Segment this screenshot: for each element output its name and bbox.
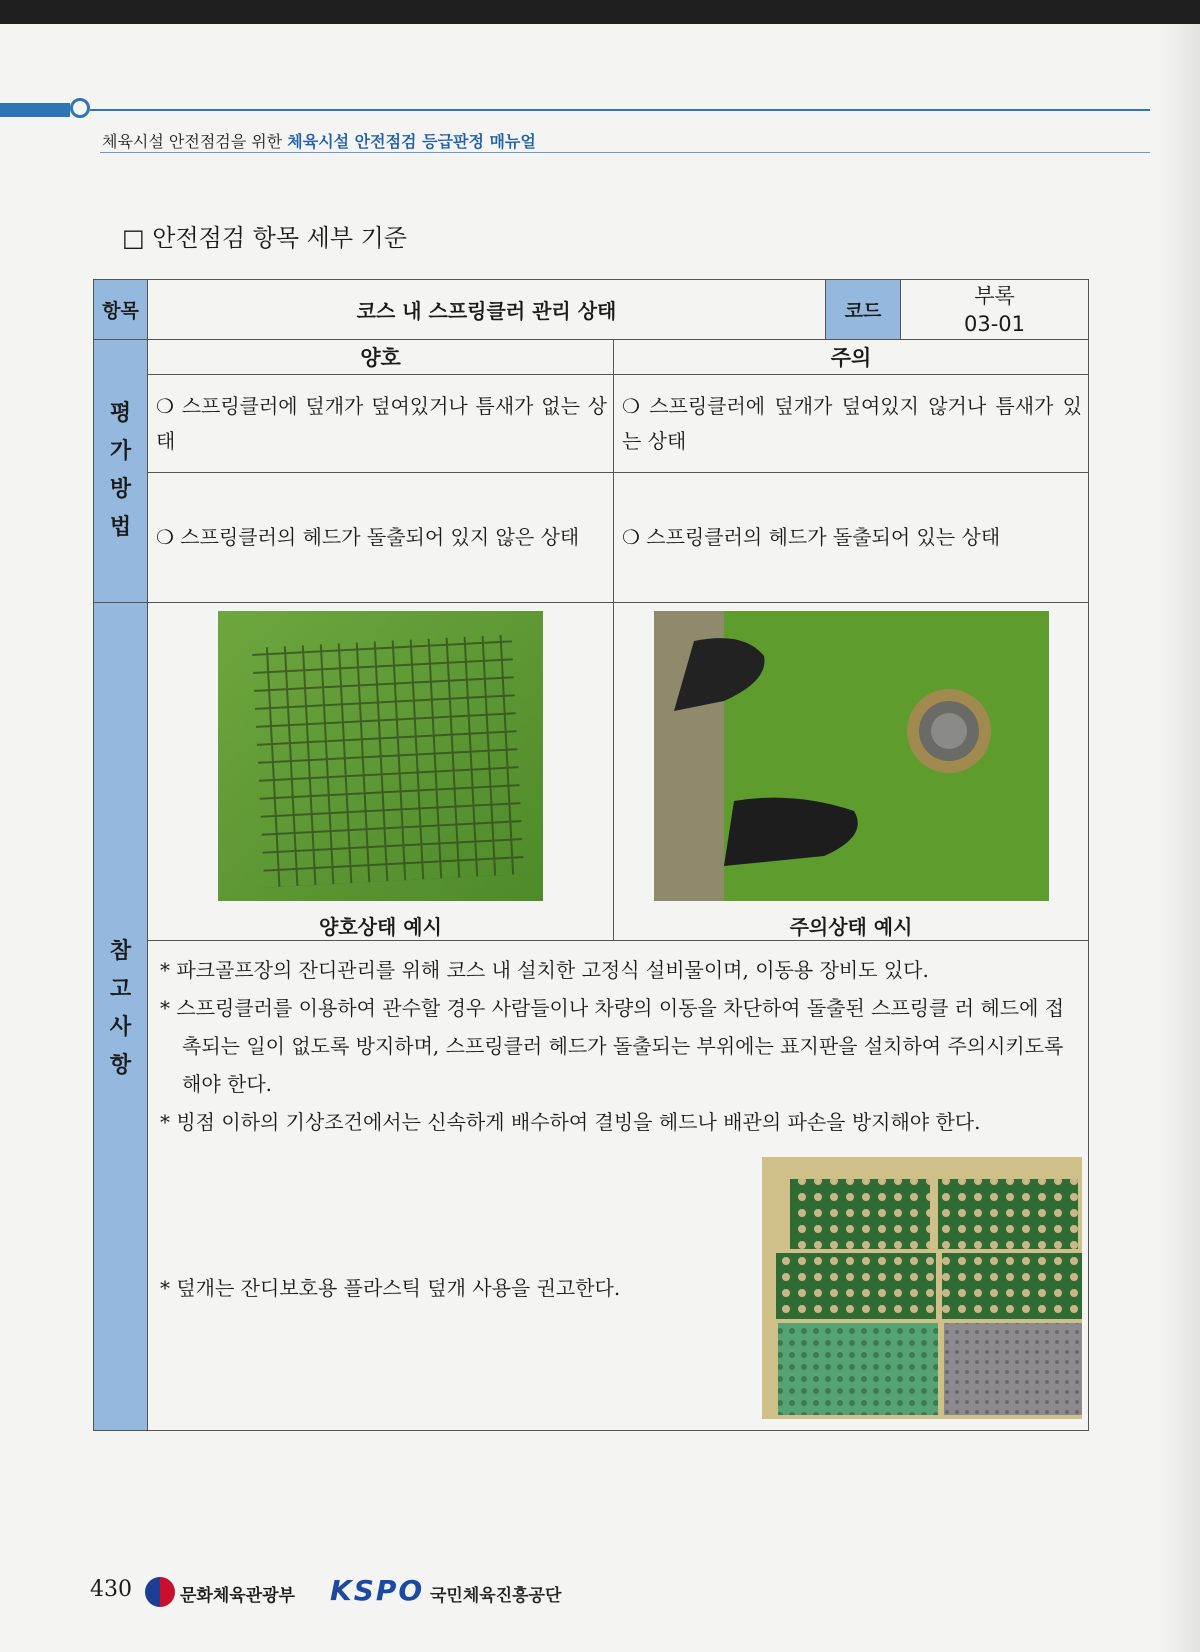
- caption-good: 양호상태 예시: [319, 915, 442, 939]
- item-title: 코스 내 스프링클러 관리 상태: [148, 280, 826, 340]
- caution-example-cell: [614, 603, 1089, 941]
- eval-method-label: 평 가 방 법: [94, 340, 148, 603]
- kspo-logo: KSPO: [330, 1574, 425, 1607]
- note-3: * 빙점 이하의 기상조건에서는 신속하게 배수하여 결빙을 헤드나 배관의 파손을 방지해야 한다.: [160, 1110, 981, 1134]
- reference-label: 참 고 사 항: [109, 939, 132, 1078]
- header-rule: [90, 109, 1150, 111]
- code-value: [901, 280, 1089, 340]
- caption-caution: 주의상태 예시: [789, 915, 913, 939]
- reference-notes: [154, 951, 1082, 1419]
- taegeuk-emblem-icon: [145, 1577, 175, 1607]
- header-accent-bar: [0, 103, 70, 117]
- note-4: * 덮개는 잔디보호용 플라스틱 덮개 사용을 권고한다.: [160, 1276, 621, 1300]
- good-example-cell: [148, 603, 614, 941]
- ministry-name: 문화체육관광부: [180, 1586, 295, 1606]
- running-header: [102, 129, 536, 152]
- col-header-caution: 주의: [614, 340, 1089, 375]
- plastic-cover-samples-photo: [762, 1157, 1082, 1419]
- note-2: * 스프링클러를 이용하여 관수할 경우 사람들이나 차량의 이동을 차단하여 돌출된 스프링클 러 헤드에 접촉되는 일이 없도록 방지하며, 스프링클러 헤드가 돌출되는 부위에는 표지판을 설치하여 주의시키도록 해야 한다.: [160, 996, 1065, 1096]
- criterion-caution-2: ❍ 스프링클러의 헤드가 돌출되어 있는 상태: [614, 473, 1089, 603]
- code-value-line1: 부록: [974, 283, 1015, 308]
- code-value-line2: 03-01: [964, 311, 1026, 336]
- page-curl-edge: [1160, 24, 1200, 1652]
- criteria-table: [93, 279, 1089, 1431]
- item-label: 항목: [94, 280, 148, 340]
- reference-notes-cell: [148, 941, 1089, 1431]
- code-label: 코드: [826, 280, 901, 340]
- header-manual-title: 체육시설 안전점검 등급판정 매뉴얼: [287, 132, 536, 151]
- exposed-sprinkler-photo: [654, 611, 1049, 901]
- reference-label-cell: [94, 603, 148, 1431]
- criterion-caution-1: ❍ 스프링클러에 덮개가 덮여있지 않거나 틈새가 있는 상태: [614, 375, 1089, 473]
- col-header-good: 양호: [148, 340, 614, 375]
- scan-top-border: [0, 0, 1200, 24]
- criterion-good-1: ❍ 스프링클러에 덮개가 덮여있거나 틈새가 없는 상태: [148, 375, 614, 473]
- header-circle-icon: [70, 98, 90, 118]
- page-number: 430: [90, 1577, 132, 1602]
- org-name: 국민체육진흥공단: [430, 1586, 562, 1606]
- criterion-good-2: ❍ 스프링클러의 헤드가 돌출되어 있지 않은 상태: [148, 473, 614, 603]
- grated-cover-photo: [218, 611, 543, 901]
- section-title: □ 안전점검 항목 세부 기준: [122, 224, 408, 252]
- header-prefix: 체육시설 안전점검을 위한: [102, 132, 288, 151]
- note-1: * 파크골프장의 잔디관리를 위해 코스 내 설치한 고정식 설비물이며, 이동용 장비도 있다.: [160, 958, 929, 982]
- header-underline: [100, 152, 1150, 153]
